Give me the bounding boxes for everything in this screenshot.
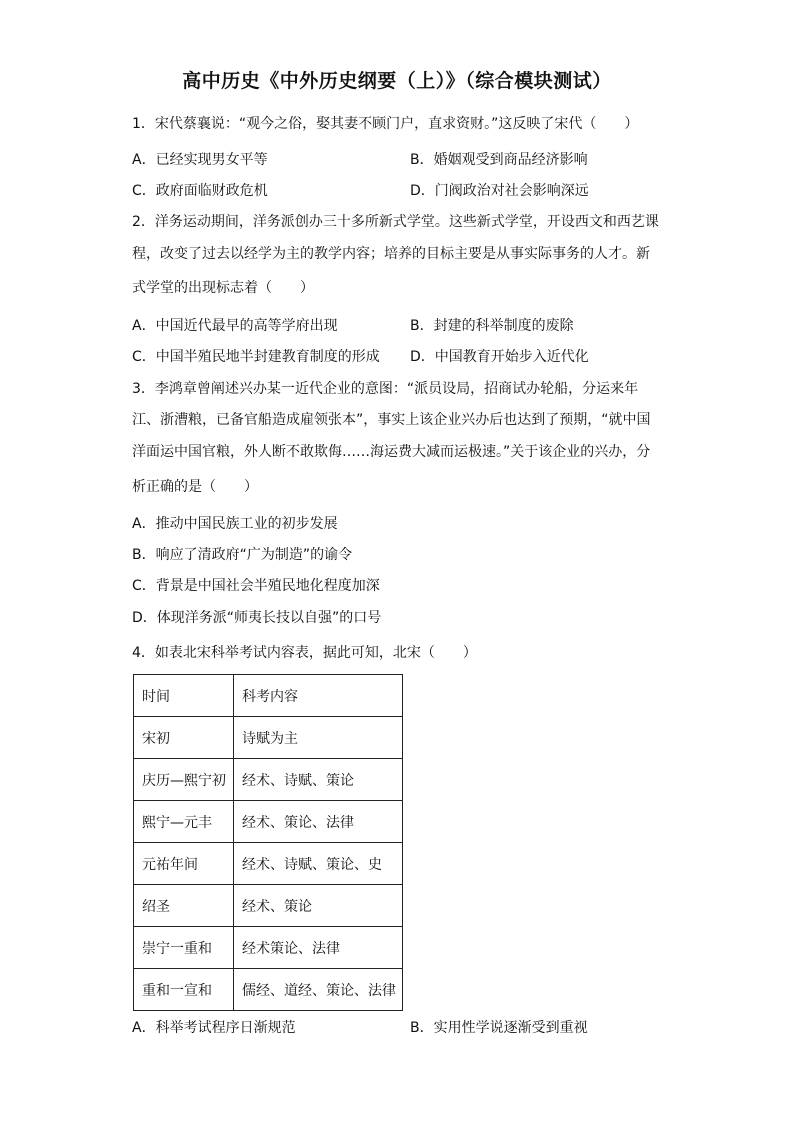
table-cell: 经术策论、法律 — [234, 927, 403, 969]
question-4-option-a: A．科举考试程序日渐规范 — [132, 1020, 296, 1036]
table-header-cell: 时间 — [134, 675, 234, 717]
question-1-stem: 1．宋代蔡襄说：“观今之俗，娶其妻不顾门户，直求资财。”这反映了宋代（ ） — [132, 116, 639, 132]
table-cell: 儒经、道经、策论、法律 — [234, 969, 403, 1011]
table-cell: 绍圣 — [134, 885, 234, 927]
table-cell: 宋初 — [134, 717, 234, 759]
table-cell: 经术、诗赋、策论、史 — [234, 843, 403, 885]
question-2-option-d: D．中国教育开始步入近代化 — [410, 349, 589, 365]
question-3-line: 3．李鸿章曾阐述兴办某一近代企业的意图：“派员设局，招商试办轮船，分运来年 — [132, 381, 639, 397]
table-cell: 重和一宣和 — [134, 969, 234, 1011]
table-cell: 崇宁一重和 — [134, 927, 234, 969]
question-1-option-d: D．门阀政治对社会影响深远 — [410, 183, 589, 199]
question-2-option-a: A．中国近代最早的高等学府出现 — [132, 318, 338, 334]
question-3-line: 洋面运中国官粮，外人断不敢欺侮……海运费大减而运极速。”关于该企业的兴办，分 — [132, 444, 651, 460]
table-cell: 元祐年间 — [134, 843, 234, 885]
table-row — [134, 843, 403, 885]
table-cell: 经术、策论、法律 — [234, 801, 403, 843]
table-cell: 诗赋为主 — [234, 717, 403, 759]
page-title: 高中历史《中外历史纲要（上）》（综合模块测试） — [182, 70, 612, 92]
question-3-option-a: A．推动中国民族工业的初步发展 — [132, 516, 338, 532]
question-1-option-c: C．政府面临财政危机 — [132, 183, 268, 199]
table-cell: 经术、策论 — [234, 885, 403, 927]
question-2-option-b: B．封建的科举制度的废除 — [410, 318, 574, 334]
question-3-line: 江、浙漕粮，已备官船造成雇领张本”，事实上该企业兴办后也达到了预期，“就中国 — [132, 412, 651, 428]
table-cell: 庆历—熙宁初 — [134, 759, 234, 801]
question-3-option-b: B．响应了清政府“广为制造”的谕令 — [132, 547, 353, 563]
question-4-stem: 4．如表北宋科举考试内容表，据此可知，北宋（ ） — [132, 645, 477, 661]
exam-content-table — [133, 674, 403, 1011]
table-row — [134, 927, 403, 969]
table-row — [134, 969, 403, 1011]
question-2-line: 2．洋务运动期间，洋务派创办三十多所新式学堂。这些新式学堂，开设西文和西艺课 — [132, 214, 659, 230]
table-row — [134, 801, 403, 843]
table-header-row — [134, 675, 403, 717]
table-cell: 熙宁—元丰 — [134, 801, 234, 843]
question-3-option-d: D．体现洋务派“师夷长技以自强”的口号 — [132, 610, 382, 626]
question-2-option-c: C．中国半殖民地半封建教育制度的形成 — [132, 349, 380, 365]
table-row — [134, 885, 403, 927]
table-header-cell: 科考内容 — [234, 675, 403, 717]
table-row — [134, 717, 403, 759]
question-2-line: 程，改变了过去以经学为主的教学内容；培养的目标主要是从事实际事务的人才。新 — [132, 246, 650, 262]
question-1-option-a: A．已经实现男女平等 — [132, 152, 268, 168]
question-4-option-b: B．实用性学说逐渐受到重视 — [410, 1020, 588, 1036]
question-2-line: 式学堂的出现标志着（ ） — [132, 280, 314, 296]
table-row — [134, 759, 403, 801]
question-3-option-c: C．背景是中国社会半殖民地化程度加深 — [132, 578, 380, 594]
question-3-line: 析正确的是（ ） — [132, 479, 258, 495]
table-cell: 经术、诗赋、策论 — [234, 759, 403, 801]
question-1-option-b: B．婚姻观受到商品经济影响 — [410, 152, 588, 168]
